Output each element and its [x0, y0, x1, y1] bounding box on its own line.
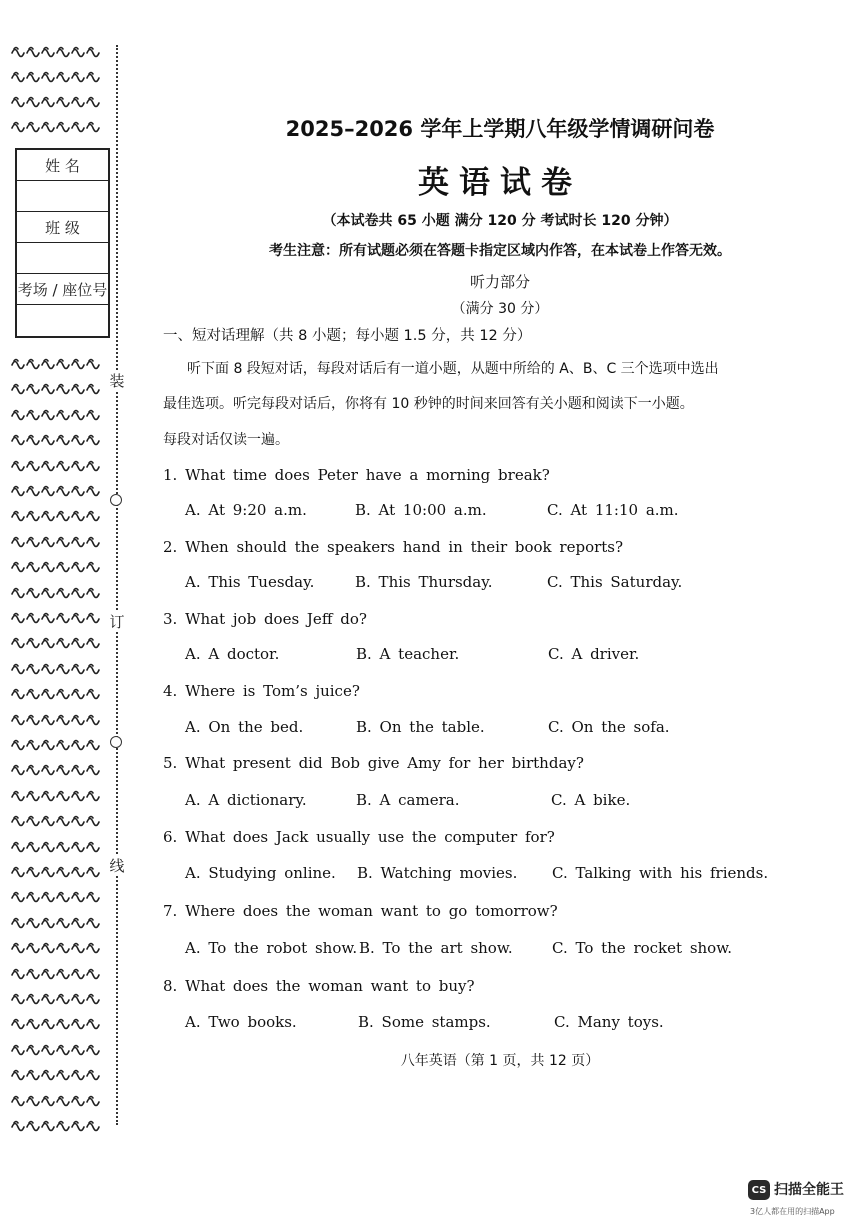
question-stem: 6. What does Jack usually use the computer for?	[163, 828, 555, 846]
wave-ornament	[8, 864, 104, 878]
wave-ornament	[8, 788, 104, 802]
question-stem: 2. When should the speakers hand in their book reports?	[163, 538, 624, 556]
class-field	[17, 243, 108, 274]
wave-ornament	[8, 762, 104, 776]
wave-ornament	[8, 69, 104, 83]
wave-ornament	[8, 915, 104, 929]
question-stem: 1. What time does Peter have a morning break?	[163, 466, 550, 484]
wave-ornament	[8, 686, 104, 700]
option-c: C. On the sofa.	[548, 718, 670, 736]
wave-ornament	[8, 610, 104, 624]
wave-ornament	[8, 712, 104, 726]
instruction-line: 最佳选项。听完每段对话后，你将有 10 秒钟的时间来回答有关小题和阅读下一小题。	[163, 396, 694, 412]
wave-ornament	[8, 407, 104, 421]
wave-ornament	[8, 94, 104, 108]
binding-circle	[110, 494, 122, 506]
binding-char-ding: 订	[109, 613, 125, 631]
section-heading: 一、短对话理解（共 8 小题；每小题 1.5 分，共 12 分）	[163, 328, 532, 344]
name-field	[17, 181, 108, 212]
scanner-app-name: 扫描全能王	[774, 1182, 844, 1198]
student-info-table	[15, 148, 110, 338]
wave-ornament	[8, 940, 104, 954]
subject-title: 英语试卷	[418, 165, 582, 201]
option-c: C. At 11:10 a.m.	[547, 501, 679, 519]
part-score: （满分 30 分）	[451, 301, 549, 317]
wave-ornament	[8, 508, 104, 522]
option-b: B. A camera.	[356, 791, 460, 809]
option-a: A. A doctor.	[185, 645, 280, 663]
question-stem: 3. What job does Jeff do?	[163, 610, 367, 628]
option-b: B. Watching movies.	[357, 864, 518, 882]
option-c: C. Talking with his friends.	[552, 864, 769, 882]
wave-ornament	[8, 483, 104, 497]
exam-notice: 考生注意：所有试题必须在答题卡指定区域内作答，在本试卷上作答无效。	[269, 243, 731, 259]
wave-ornament	[8, 534, 104, 548]
camscanner-logo-icon: CS	[748, 1180, 770, 1200]
wave-ornament	[8, 737, 104, 751]
wave-ornament	[8, 381, 104, 395]
wave-ornament	[8, 432, 104, 446]
option-c: C. To the rocket show.	[552, 939, 733, 957]
wave-ornament	[8, 839, 104, 853]
wave-ornament	[8, 1016, 104, 1030]
wave-ornament	[8, 966, 104, 980]
question-stem: 5. What present did Bob give Amy for her birthday?	[163, 754, 584, 772]
binding-circle	[110, 736, 122, 748]
exam-meta: （本试卷共 65 小题 满分 120 分 考试时长 120 分钟）	[322, 213, 678, 229]
wave-ornament	[8, 585, 104, 599]
binding-dotted-line	[116, 45, 118, 1125]
wave-ornament	[8, 813, 104, 827]
exam-title: 2025–2026 学年上学期八年级学情调研问卷	[285, 117, 715, 141]
scanner-tagline: 3亿人都在用的扫描App	[750, 1207, 835, 1216]
option-a: A. To the robot show.	[185, 939, 358, 957]
question-stem: 4. Where is Tom’s juice?	[163, 682, 360, 700]
option-b: B. On the table.	[356, 718, 485, 736]
option-a: A. On the bed.	[185, 718, 304, 736]
wave-ornament	[8, 559, 104, 573]
name-label: 姓 名	[17, 150, 108, 181]
instruction-line: 每段对话仅读一遍。	[163, 432, 289, 448]
class-label: 班 级	[17, 212, 108, 243]
option-c: C. A bike.	[551, 791, 631, 809]
option-b: B. Some stamps.	[358, 1013, 491, 1031]
wave-ornament	[8, 1042, 104, 1056]
wave-ornament	[8, 119, 104, 133]
option-c: C. Many toys.	[554, 1013, 664, 1031]
option-a: A. Studying online.	[185, 864, 336, 882]
wave-ornament	[8, 889, 104, 903]
wave-ornament	[8, 44, 104, 58]
option-b: B. This Thursday.	[355, 573, 493, 591]
option-b: B. To the art show.	[359, 939, 513, 957]
seat-label: 考场 / 座位号	[17, 274, 108, 305]
wave-ornament	[8, 1067, 104, 1081]
question-stem: 8. What does the woman want to buy?	[163, 977, 475, 995]
wave-ornament	[8, 635, 104, 649]
wave-ornament	[8, 458, 104, 472]
seat-field	[17, 305, 108, 335]
instruction-line: 听下面 8 段短对话，每段对话后有一道小题，从题中所给的 A、B、C 三个选项中选出	[187, 361, 719, 377]
wave-ornament	[8, 356, 104, 370]
option-c: C. This Saturday.	[547, 573, 683, 591]
option-a: A. A dictionary.	[185, 791, 307, 809]
option-a: A. This Tuesday.	[185, 573, 315, 591]
question-stem: 7. Where does the woman want to go tomorrow?	[163, 902, 558, 920]
wave-ornament	[8, 991, 104, 1005]
part-title: 听力部分	[469, 273, 530, 291]
option-b: B. At 10:00 a.m.	[355, 501, 487, 519]
option-b: B. A teacher.	[356, 645, 460, 663]
wave-ornament	[8, 661, 104, 675]
option-c: C. A driver.	[548, 645, 640, 663]
binding-char-xian: 线	[109, 857, 125, 875]
binding-char-zhuang: 装	[109, 372, 125, 390]
option-a: A. At 9:20 a.m.	[185, 501, 307, 519]
scanner-watermark	[748, 1178, 860, 1222]
page-footer: 八年英语（第 1 页，共 12 页）	[400, 1053, 600, 1069]
option-a: A. Two books.	[185, 1013, 297, 1031]
wave-ornament	[8, 1118, 104, 1132]
wave-ornament	[8, 1093, 104, 1107]
